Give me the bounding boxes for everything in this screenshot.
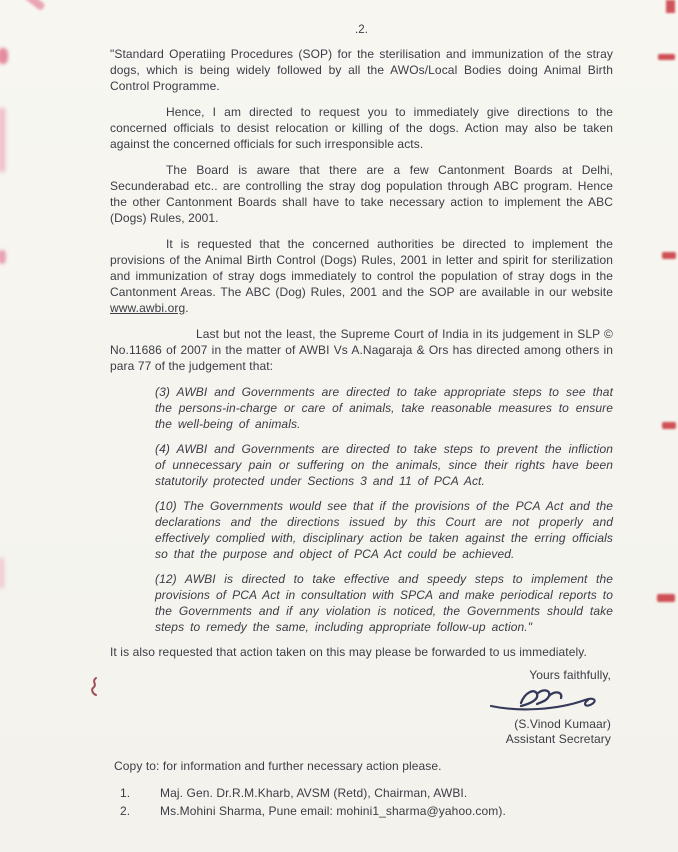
copy-to-list (110, 786, 613, 819)
recipient-number: 2. (120, 804, 131, 818)
website-link: www.awbi.org (110, 301, 186, 315)
paragraph-sop: "Standard Operatiing Procedures (SOP) for the sterilisation and immunization of the stray dogs, which is being widely followed by all the AWOs/Local Bodies doing Animal Birth Control Programme. (110, 47, 613, 93)
signer-name: (S.Vinod Kumaar) (514, 717, 611, 731)
recipient-number: 1. (120, 786, 131, 800)
recipient-text: Maj. Gen. Dr.R.M.Kharb, AVSM (Retd), Chairman, AWBI. (160, 786, 468, 800)
scan-smudge-left-2 (0, 108, 5, 172)
scan-mark-right-2 (662, 252, 676, 259)
copy-to-section (110, 759, 613, 819)
signature-block (110, 668, 613, 747)
paragraph-hence: Hence, I am directed to request you to immediately give directions to the concerned officials to desist relocation or killing of the dogs. Action may also be taken against the concerned officials for such irresponsible acts. (110, 105, 613, 151)
red-pen-mark (88, 676, 102, 703)
signer-title: Assistant Secretary (505, 732, 611, 746)
letter-body (110, 22, 613, 822)
scan-mark-right-1 (658, 54, 675, 60)
scan-smudge-left-4 (0, 558, 4, 588)
copy-to-heading: Copy to: for information and further necessary action please. (114, 759, 442, 773)
scan-smudge-top-left (20, 0, 45, 11)
scan-mark-right-top (666, 0, 675, 13)
judgement-quote-12: (12) AWBI is directed to take effective and speedy steps to implement the provisions of PCA Act in consultation with SPCA and make periodical reports to the Governments and if any violation is noticed, the Governments should take steps to remedy the same, including appropriate follow-up action." (155, 572, 613, 634)
page-number: .2. (354, 24, 369, 36)
paragraph-requested-end: . (185, 301, 189, 315)
judgement-quote-4: (4) AWBI and Governments are directed to take steps to prevent the infliction of unnecessary pain or suffering on the animals, since their rights have been statutorily protected under Sections 3 and 11 of PCA Act. (155, 442, 613, 488)
scan-smudge-left-1 (0, 48, 8, 64)
signature (487, 685, 605, 717)
valediction: Yours faithfully, (529, 668, 611, 682)
scan-smudge-left-3 (0, 250, 6, 264)
scan-mark-right-3 (662, 422, 676, 429)
recipient-text: Ms.Mohini Sharma, Pune email: mohini1_sharma@yahoo.com). (160, 804, 506, 818)
copy-recipient-row (110, 786, 613, 801)
paragraph-requested (110, 236, 613, 316)
paragraph-supreme-court: Last but not the least, the Supreme Court of India in its judgement in SLP © No.11686 of 2007 in the matter of AWBI Vs A.Nagaraja & Ors has directed among others in para 77 of the judgement that: (110, 327, 613, 373)
copy-recipient-row (110, 804, 613, 819)
judgement-quote-3: (3) AWBI and Governments are directed to take appropriate steps to see that the persons-in-charge or care of animals, take reasonable measures to ensure the well-being of animals. (155, 385, 613, 431)
judgement-quote-10: (10) The Governments would see that if the provisions of the PCA Act and the declarations and the directions issued by this Court are not properly and effectively complied with, disciplinary action be taken against the erring officials so that the purpose and object of PCA Act could be achieved. (155, 499, 613, 561)
paragraph-board: The Board is aware that there are a few Cantonment Boards at Delhi, Secunderabad etc.. are controlling the stray dog population through ABC program. Hence the other Cantonment Boards shall have to take necessary action to implement the ABC (Dogs) Rules, 2001. (110, 163, 613, 225)
scan-mark-right-4 (657, 594, 675, 602)
signature-container (110, 683, 611, 717)
closing-request: It is also requested that action taken on this may please be forwarded to us immediately. (110, 645, 587, 659)
paragraph-requested-text: It is requested that the concerned authorities be directed to implement the provisions of the Animal Birth Control (Dogs) Rules, 2001 in letter and spirit for sterilization and immunization of stray dogs immediately to control the population of stray dogs in the Cantonment Areas. The ABC (Dog) Rules, 2001 and the SOP are available in our website (110, 237, 613, 299)
